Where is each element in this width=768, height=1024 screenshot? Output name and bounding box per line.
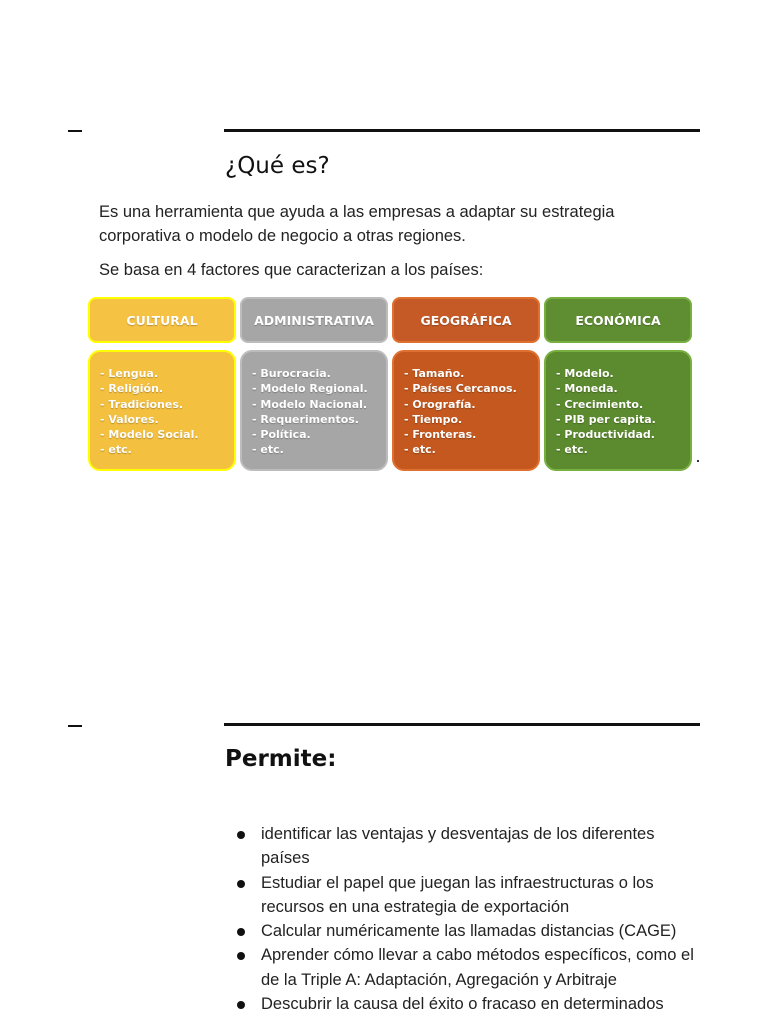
benefits-list <box>232 822 702 1016</box>
cage-item: - Moneda. <box>556 382 618 396</box>
section-2-dash <box>68 725 82 727</box>
section-1-dash <box>68 130 82 132</box>
cage-header-administrativa: ADMINISTRATIVA <box>240 297 388 343</box>
section-2-rule <box>224 723 700 726</box>
cage-item: - Orografía. <box>404 397 476 411</box>
cage-item: - Tamaño. <box>404 367 465 380</box>
cage-item: - Modelo Nacional. <box>252 397 368 411</box>
bullet-icon <box>237 831 245 839</box>
list-item <box>232 871 702 920</box>
cage-item: - Países Cercanos. <box>404 382 517 396</box>
list-item <box>232 822 702 871</box>
cage-item: - etc. <box>100 443 132 457</box>
cage-box-geografica <box>392 350 540 471</box>
cage-header-cultural: CULTURAL <box>88 297 236 343</box>
list-item <box>232 992 702 1016</box>
bullet-icon <box>237 1001 245 1009</box>
cage-item: - Lengua. <box>100 367 159 380</box>
cage-header-geografica: GEOGRÁFICA <box>392 297 540 343</box>
list-item <box>232 943 702 992</box>
bullet-icon <box>237 880 245 888</box>
cage-item: - Política. <box>252 428 311 442</box>
cage-item: - Religión. <box>100 382 164 396</box>
section-1-heading: ¿Qué es? <box>225 153 330 179</box>
list-item-text: identificar las ventajas y desventajas de los diferentes países <box>261 825 655 868</box>
cage-item: - Productividad. <box>556 428 655 442</box>
cage-item: - Modelo. <box>556 367 614 380</box>
cage-diagram <box>88 297 694 473</box>
intro-paragraph: Es una herramienta que ayuda a las empresas a adaptar su estrategia corporativa o modelo de negocio a otras regiones. <box>99 203 615 245</box>
list-item <box>232 919 702 943</box>
section-1-rule <box>224 129 700 132</box>
list-item-text: Aprender cómo llevar a cabo métodos específicos, como el de la Triple A: Adaptación, Agregación y Arbitraje <box>261 946 694 989</box>
cage-item: - Requerimentos. <box>252 412 359 426</box>
cage-item: - etc. <box>404 443 436 457</box>
cage-item: - Crecimiento. <box>556 397 644 411</box>
cage-item: - Tiempo. <box>404 412 463 426</box>
cage-item: - Modelo Regional. <box>252 382 368 396</box>
cage-box-economica <box>544 350 692 471</box>
bullet-icon <box>237 928 245 936</box>
cage-header-economica: ECONÓMICA <box>544 297 692 343</box>
cage-item: - Tradiciones. <box>100 397 184 411</box>
cage-box-cultural <box>88 350 236 471</box>
list-item-text: Estudiar el papel que juegan las infraestructuras o los recursos en una estrategia de exportación <box>261 873 654 916</box>
cage-item: - Fronteras. <box>404 428 477 442</box>
cage-item: - PIB per capita. <box>556 412 656 426</box>
cage-item: - etc. <box>556 443 588 457</box>
section-2-heading: Permite: <box>225 746 337 772</box>
cage-item: - Valores. <box>100 412 159 426</box>
cage-item: - Burocracia. <box>252 367 331 380</box>
list-item-text: Calcular numéricamente las llamadas distancias (CAGE) <box>261 922 677 941</box>
bullet-icon <box>237 952 245 960</box>
cage-item: - Modelo Social. <box>100 428 199 442</box>
stray-dot <box>697 460 699 462</box>
cage-box-administrativa <box>240 350 388 471</box>
list-item-text: Descubrir la causa del éxito o fracaso en determinados <box>261 995 664 1014</box>
cage-item: - etc. <box>252 443 284 457</box>
factors-paragraph: Se basa en 4 factores que caracterizan a los países: <box>99 261 484 279</box>
